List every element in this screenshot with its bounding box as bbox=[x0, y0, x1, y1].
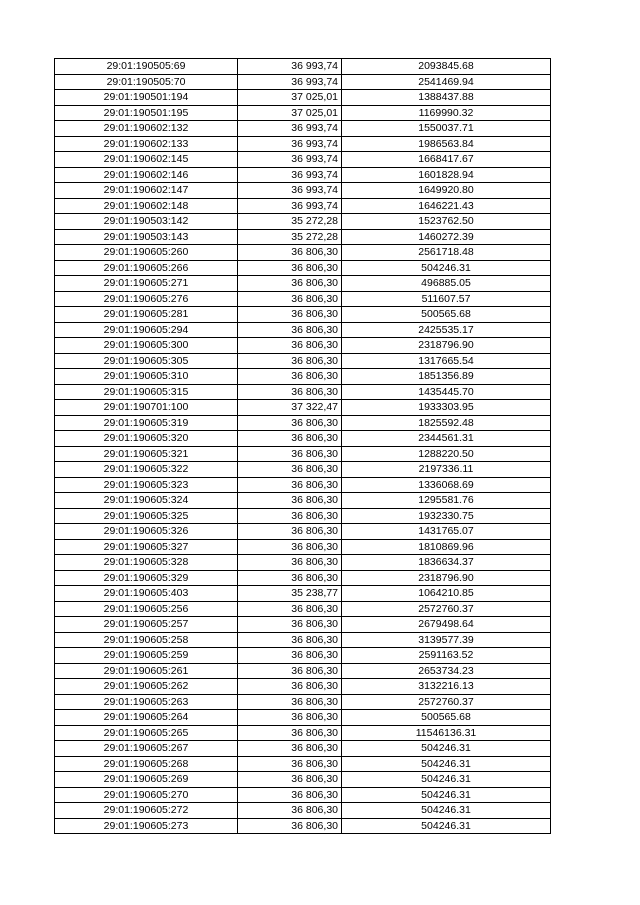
value-cell: 2541469.94 bbox=[342, 74, 551, 90]
area-cell: 36 806,30 bbox=[238, 431, 342, 447]
cadastral-number-cell: 29:01:190605:259 bbox=[55, 648, 238, 664]
area-cell: 36 993,74 bbox=[238, 198, 342, 214]
value-cell: 1836634.37 bbox=[342, 555, 551, 571]
value-cell: 2679498.64 bbox=[342, 617, 551, 633]
area-cell: 36 806,30 bbox=[238, 260, 342, 276]
value-cell: 1169990.32 bbox=[342, 105, 551, 121]
value-cell: 1523762.50 bbox=[342, 214, 551, 230]
area-cell: 36 993,74 bbox=[238, 152, 342, 168]
area-cell: 36 806,30 bbox=[238, 818, 342, 834]
value-cell: 1825592.48 bbox=[342, 415, 551, 431]
table-row bbox=[55, 710, 551, 726]
table-row bbox=[55, 524, 551, 540]
table-row bbox=[55, 369, 551, 385]
value-cell: 504246.31 bbox=[342, 756, 551, 772]
table-row bbox=[55, 508, 551, 524]
cadastral-number-cell: 29:01:190503:142 bbox=[55, 214, 238, 230]
area-cell: 37 322,47 bbox=[238, 400, 342, 416]
area-cell: 36 993,74 bbox=[238, 59, 342, 75]
cadastral-number-cell: 29:01:190505:70 bbox=[55, 74, 238, 90]
value-cell: 1336068.69 bbox=[342, 477, 551, 493]
table-row bbox=[55, 570, 551, 586]
table-row bbox=[55, 741, 551, 757]
cadastral-number-cell: 29:01:190605:321 bbox=[55, 446, 238, 462]
value-cell: 2572760.37 bbox=[342, 694, 551, 710]
area-cell: 37 025,01 bbox=[238, 90, 342, 106]
table-row bbox=[55, 648, 551, 664]
value-cell: 1649920.80 bbox=[342, 183, 551, 199]
table-row bbox=[55, 245, 551, 261]
value-cell: 500565.68 bbox=[342, 307, 551, 323]
cadastral-number-cell: 29:01:190605:261 bbox=[55, 663, 238, 679]
area-cell: 36 806,30 bbox=[238, 493, 342, 509]
table-row bbox=[55, 74, 551, 90]
cadastral-number-cell: 29:01:190605:310 bbox=[55, 369, 238, 385]
value-cell: 1460272.39 bbox=[342, 229, 551, 245]
cadastral-number-cell: 29:01:190605:269 bbox=[55, 772, 238, 788]
value-cell: 2318796.90 bbox=[342, 338, 551, 354]
area-cell: 36 806,30 bbox=[238, 446, 342, 462]
value-cell: 504246.31 bbox=[342, 741, 551, 757]
area-cell: 36 806,30 bbox=[238, 663, 342, 679]
cadastral-number-cell: 29:01:190605:403 bbox=[55, 586, 238, 602]
value-cell: 1933303.95 bbox=[342, 400, 551, 416]
value-cell: 2425535.17 bbox=[342, 322, 551, 338]
cadastral-number-cell: 29:01:190602:146 bbox=[55, 167, 238, 183]
value-cell: 504246.31 bbox=[342, 787, 551, 803]
table-row bbox=[55, 493, 551, 509]
area-cell: 36 806,30 bbox=[238, 601, 342, 617]
table-row bbox=[55, 276, 551, 292]
cadastral-number-cell: 29:01:190503:143 bbox=[55, 229, 238, 245]
area-cell: 36 806,30 bbox=[238, 803, 342, 819]
cadastral-number-cell: 29:01:190602:145 bbox=[55, 152, 238, 168]
table-row bbox=[55, 183, 551, 199]
value-cell: 2318796.90 bbox=[342, 570, 551, 586]
value-cell: 1932330.75 bbox=[342, 508, 551, 524]
cadastral-number-cell: 29:01:190605:294 bbox=[55, 322, 238, 338]
cadastral-number-cell: 29:01:190605:270 bbox=[55, 787, 238, 803]
area-cell: 36 806,30 bbox=[238, 307, 342, 323]
area-cell: 36 806,30 bbox=[238, 555, 342, 571]
table-row bbox=[55, 586, 551, 602]
value-cell: 504246.31 bbox=[342, 260, 551, 276]
table-row bbox=[55, 152, 551, 168]
value-cell: 1388437.88 bbox=[342, 90, 551, 106]
table-row bbox=[55, 756, 551, 772]
value-cell: 511607.57 bbox=[342, 291, 551, 307]
area-cell: 36 806,30 bbox=[238, 353, 342, 369]
cadastral-number-cell: 29:01:190605:267 bbox=[55, 741, 238, 757]
cadastral-number-cell: 29:01:190605:257 bbox=[55, 617, 238, 633]
cadastral-number-cell: 29:01:190701:100 bbox=[55, 400, 238, 416]
area-cell: 36 806,30 bbox=[238, 632, 342, 648]
cadastral-number-cell: 29:01:190605:322 bbox=[55, 462, 238, 478]
cadastral-number-cell: 29:01:190605:272 bbox=[55, 803, 238, 819]
table-row bbox=[55, 90, 551, 106]
table-row bbox=[55, 462, 551, 478]
area-cell: 36 806,30 bbox=[238, 679, 342, 695]
value-cell: 1986563.84 bbox=[342, 136, 551, 152]
table-row bbox=[55, 617, 551, 633]
table-row bbox=[55, 431, 551, 447]
value-cell: 504246.31 bbox=[342, 818, 551, 834]
value-cell: 1601828.94 bbox=[342, 167, 551, 183]
table-row bbox=[55, 787, 551, 803]
value-cell: 500565.68 bbox=[342, 710, 551, 726]
value-cell: 1550037.71 bbox=[342, 121, 551, 137]
area-cell: 36 806,30 bbox=[238, 539, 342, 555]
cadastral-number-cell: 29:01:190605:329 bbox=[55, 570, 238, 586]
table-row bbox=[55, 539, 551, 555]
value-cell: 1668417.67 bbox=[342, 152, 551, 168]
table-row bbox=[55, 322, 551, 338]
cadastral-number-cell: 29:01:190605:319 bbox=[55, 415, 238, 431]
value-cell: 504246.31 bbox=[342, 772, 551, 788]
value-cell: 2093845.68 bbox=[342, 59, 551, 75]
table-row bbox=[55, 136, 551, 152]
cadastral-number-cell: 29:01:190605:281 bbox=[55, 307, 238, 323]
area-cell: 36 806,30 bbox=[238, 291, 342, 307]
table-row bbox=[55, 260, 551, 276]
table-row bbox=[55, 818, 551, 834]
table-row bbox=[55, 400, 551, 416]
table-row bbox=[55, 214, 551, 230]
value-cell: 2591163.52 bbox=[342, 648, 551, 664]
table-row bbox=[55, 198, 551, 214]
value-cell: 496885.05 bbox=[342, 276, 551, 292]
cadastral-number-cell: 29:01:190605:320 bbox=[55, 431, 238, 447]
area-cell: 36 806,30 bbox=[238, 322, 342, 338]
table-row bbox=[55, 59, 551, 75]
table-row bbox=[55, 555, 551, 571]
table-row bbox=[55, 725, 551, 741]
table-row bbox=[55, 229, 551, 245]
cadastral-number-cell: 29:01:190605:258 bbox=[55, 632, 238, 648]
table-row bbox=[55, 121, 551, 137]
cadastral-number-cell: 29:01:190605:323 bbox=[55, 477, 238, 493]
table-row bbox=[55, 803, 551, 819]
table-row bbox=[55, 307, 551, 323]
area-cell: 36 806,30 bbox=[238, 384, 342, 400]
cadastral-number-cell: 29:01:190602:148 bbox=[55, 198, 238, 214]
area-cell: 36 993,74 bbox=[238, 167, 342, 183]
value-cell: 1810869.96 bbox=[342, 539, 551, 555]
table-row bbox=[55, 477, 551, 493]
cadastral-number-cell: 29:01:190501:195 bbox=[55, 105, 238, 121]
table-row bbox=[55, 601, 551, 617]
value-cell: 2344561.31 bbox=[342, 431, 551, 447]
cadastral-number-cell: 29:01:190605:315 bbox=[55, 384, 238, 400]
area-cell: 36 993,74 bbox=[238, 136, 342, 152]
value-cell: 2197336.11 bbox=[342, 462, 551, 478]
value-cell: 1851356.89 bbox=[342, 369, 551, 385]
value-cell: 1064210.85 bbox=[342, 586, 551, 602]
area-cell: 36 806,30 bbox=[238, 524, 342, 540]
table-row bbox=[55, 694, 551, 710]
table-row bbox=[55, 105, 551, 121]
area-cell: 36 806,30 bbox=[238, 648, 342, 664]
cadastral-number-cell: 29:01:190605:300 bbox=[55, 338, 238, 354]
cadastral-number-cell: 29:01:190605:271 bbox=[55, 276, 238, 292]
cadastral-number-cell: 29:01:190602:133 bbox=[55, 136, 238, 152]
value-cell: 1295581.76 bbox=[342, 493, 551, 509]
table-row bbox=[55, 338, 551, 354]
value-cell: 2561718.48 bbox=[342, 245, 551, 261]
cadastral-number-cell: 29:01:190605:263 bbox=[55, 694, 238, 710]
cadastral-number-cell: 29:01:190605:273 bbox=[55, 818, 238, 834]
cadastral-number-cell: 29:01:190605:256 bbox=[55, 601, 238, 617]
area-cell: 36 806,30 bbox=[238, 415, 342, 431]
cadastral-number-cell: 29:01:190605:260 bbox=[55, 245, 238, 261]
table-row bbox=[55, 384, 551, 400]
cadastral-number-cell: 29:01:190602:132 bbox=[55, 121, 238, 137]
value-cell: 3139577.39 bbox=[342, 632, 551, 648]
cadastral-number-cell: 29:01:190605:324 bbox=[55, 493, 238, 509]
area-cell: 36 806,30 bbox=[238, 508, 342, 524]
cadastral-number-cell: 29:01:190605:268 bbox=[55, 756, 238, 772]
cadastral-number-cell: 29:01:190605:264 bbox=[55, 710, 238, 726]
area-cell: 36 993,74 bbox=[238, 74, 342, 90]
area-cell: 36 806,30 bbox=[238, 477, 342, 493]
table-body bbox=[55, 59, 551, 834]
area-cell: 36 806,30 bbox=[238, 725, 342, 741]
value-cell: 2572760.37 bbox=[342, 601, 551, 617]
area-cell: 36 806,30 bbox=[238, 462, 342, 478]
area-cell: 36 806,30 bbox=[238, 772, 342, 788]
value-cell: 3132216.13 bbox=[342, 679, 551, 695]
cadastral-value-table bbox=[54, 58, 551, 834]
area-cell: 36 806,30 bbox=[238, 710, 342, 726]
table-row bbox=[55, 291, 551, 307]
area-cell: 35 272,28 bbox=[238, 214, 342, 230]
area-cell: 36 806,30 bbox=[238, 338, 342, 354]
area-cell: 37 025,01 bbox=[238, 105, 342, 121]
area-cell: 36 806,30 bbox=[238, 570, 342, 586]
cadastral-number-cell: 29:01:190605:266 bbox=[55, 260, 238, 276]
cadastral-number-cell: 29:01:190505:69 bbox=[55, 59, 238, 75]
area-cell: 36 806,30 bbox=[238, 787, 342, 803]
table-row bbox=[55, 446, 551, 462]
value-cell: 504246.31 bbox=[342, 803, 551, 819]
area-cell: 36 806,30 bbox=[238, 245, 342, 261]
cadastral-number-cell: 29:01:190605:265 bbox=[55, 725, 238, 741]
value-cell: 1317665.54 bbox=[342, 353, 551, 369]
cadastral-number-cell: 29:01:190605:276 bbox=[55, 291, 238, 307]
cadastral-number-cell: 29:01:190605:326 bbox=[55, 524, 238, 540]
area-cell: 36 993,74 bbox=[238, 183, 342, 199]
table-row bbox=[55, 353, 551, 369]
cadastral-number-cell: 29:01:190605:325 bbox=[55, 508, 238, 524]
value-cell: 1288220.50 bbox=[342, 446, 551, 462]
area-cell: 36 993,74 bbox=[238, 121, 342, 137]
table-row bbox=[55, 632, 551, 648]
cadastral-number-cell: 29:01:190501:194 bbox=[55, 90, 238, 106]
value-cell: 11546136.31 bbox=[342, 725, 551, 741]
area-cell: 36 806,30 bbox=[238, 276, 342, 292]
table-row bbox=[55, 663, 551, 679]
value-cell: 1431765.07 bbox=[342, 524, 551, 540]
table-row bbox=[55, 679, 551, 695]
cadastral-number-cell: 29:01:190605:305 bbox=[55, 353, 238, 369]
value-cell: 1646221.43 bbox=[342, 198, 551, 214]
table-row bbox=[55, 772, 551, 788]
area-cell: 36 806,30 bbox=[238, 756, 342, 772]
area-cell: 36 806,30 bbox=[238, 694, 342, 710]
cadastral-number-cell: 29:01:190602:147 bbox=[55, 183, 238, 199]
cadastral-number-cell: 29:01:190605:328 bbox=[55, 555, 238, 571]
table-row bbox=[55, 167, 551, 183]
table-row bbox=[55, 415, 551, 431]
area-cell: 35 272,28 bbox=[238, 229, 342, 245]
area-cell: 36 806,30 bbox=[238, 617, 342, 633]
cadastral-number-cell: 29:01:190605:327 bbox=[55, 539, 238, 555]
area-cell: 36 806,30 bbox=[238, 369, 342, 385]
value-cell: 1435445.70 bbox=[342, 384, 551, 400]
cadastral-number-cell: 29:01:190605:262 bbox=[55, 679, 238, 695]
value-cell: 2653734.23 bbox=[342, 663, 551, 679]
area-cell: 35 238,77 bbox=[238, 586, 342, 602]
area-cell: 36 806,30 bbox=[238, 741, 342, 757]
